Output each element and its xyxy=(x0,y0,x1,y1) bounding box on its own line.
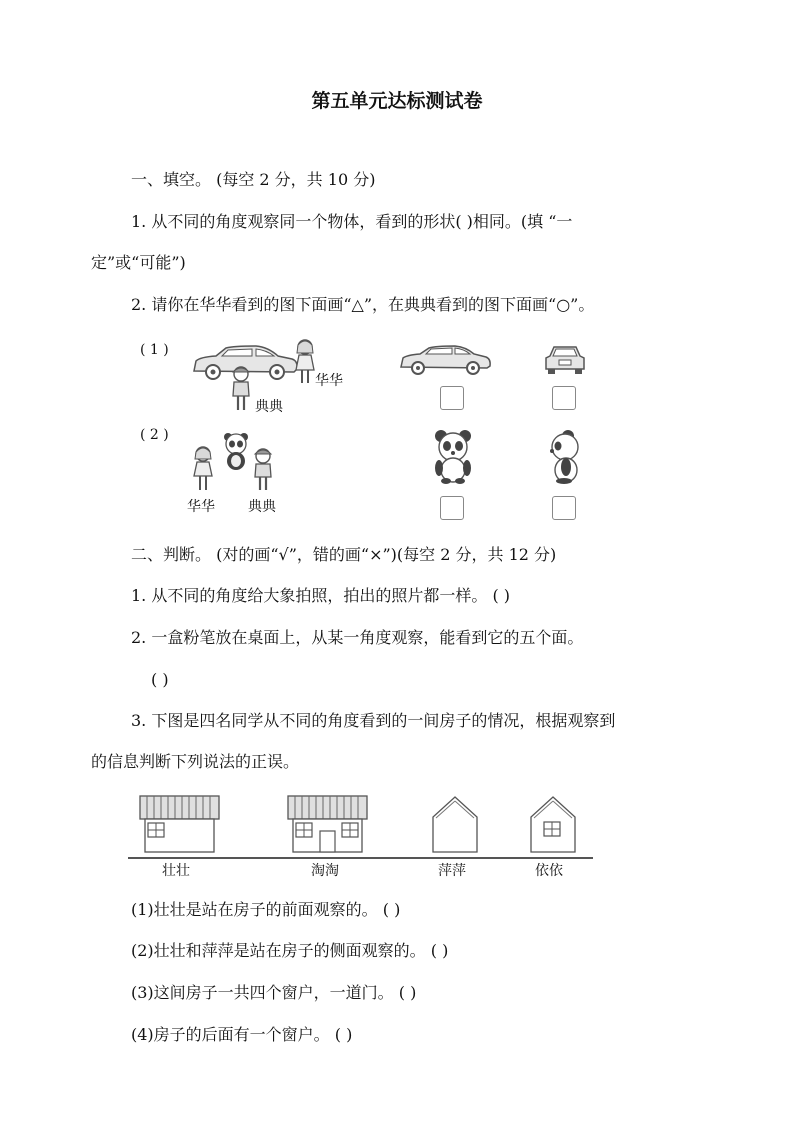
car-rear-view-option xyxy=(544,345,586,375)
house-view-pingping xyxy=(431,795,479,855)
question-2-2-blank[interactable]: ( ) xyxy=(151,670,169,689)
question-1-1-line2: 定”或“可能”) xyxy=(91,253,186,272)
house-view-taotao xyxy=(287,795,368,855)
house-baseline xyxy=(128,857,593,859)
huahua-label-1: 华华 xyxy=(315,373,343,389)
panda-front-view-option xyxy=(433,430,473,484)
panda-side-view-option xyxy=(548,430,582,484)
answer-box-car-rear[interactable] xyxy=(552,386,576,410)
page-title: 第五单元达标测试卷 xyxy=(311,90,483,112)
diandian-boy-figure xyxy=(228,365,254,413)
panda-small-figure xyxy=(222,432,250,472)
section2-heading: 二、判断。 (对的画“√”，错的画“×”)(每空 2 分，共 12 分) xyxy=(131,545,557,564)
question-2-2: 2. 一盒粉笔放在桌面上，从某一角度观察，能看到它的五个面。 xyxy=(131,628,584,647)
question-2-3-line2: 的信息判断下列说法的正误。 xyxy=(91,752,300,771)
house-label-zhuangzhuang: 壮壮 xyxy=(162,863,190,879)
house-view-zhuangzhuang xyxy=(139,795,220,855)
house-label-pingping: 萍萍 xyxy=(438,863,466,879)
part-1-label: ( 1 ) xyxy=(140,342,169,358)
part-2-label: ( 2 ) xyxy=(140,427,169,443)
diandian-label-2: 典典 xyxy=(248,499,276,515)
statement-3: (3)这间房子一共四个窗户，一道门。 ( ) xyxy=(131,983,417,1002)
answer-box-panda-side[interactable] xyxy=(552,496,576,520)
section1-heading: 一、填空。 (每空 2 分，共 10 分) xyxy=(131,170,376,189)
diandian-label-1: 典典 xyxy=(255,399,283,415)
statement-4: (4)房子的后面有一个窗户。 ( ) xyxy=(131,1025,353,1044)
house-view-yiyi xyxy=(529,795,577,855)
statement-2: (2)壮壮和萍萍是站在房子的侧面观察的。 ( ) xyxy=(131,941,449,960)
house-label-yiyi: 依依 xyxy=(535,863,563,879)
car-side-view-option xyxy=(398,345,493,377)
question-2-3-line1: 3. 下图是四名同学从不同的角度看到的一间房子的情况，根据观察到 xyxy=(131,711,616,730)
huahua-girl-figure-2 xyxy=(190,445,216,493)
question-1-1-line1: 1. 从不同的角度观察同一个物体，看到的形状( )相同。(填 “一 xyxy=(131,212,573,231)
house-label-taotao: 淘淘 xyxy=(311,863,339,879)
diandian-boy-figure-2 xyxy=(250,447,276,493)
question-2-1: 1. 从不同的角度给大象拍照，拍出的照片都一样。 ( ) xyxy=(131,586,511,605)
question-1-2: 2. 请你在华华看到的图下面画“△”，在典典看到的图下面画“○”。 xyxy=(131,295,595,314)
answer-box-panda-front[interactable] xyxy=(440,496,464,520)
huahua-label-2: 华华 xyxy=(187,499,215,515)
answer-box-car-side[interactable] xyxy=(440,386,464,410)
statement-1: (1)壮壮是站在房子的前面观察的。 ( ) xyxy=(131,900,401,919)
